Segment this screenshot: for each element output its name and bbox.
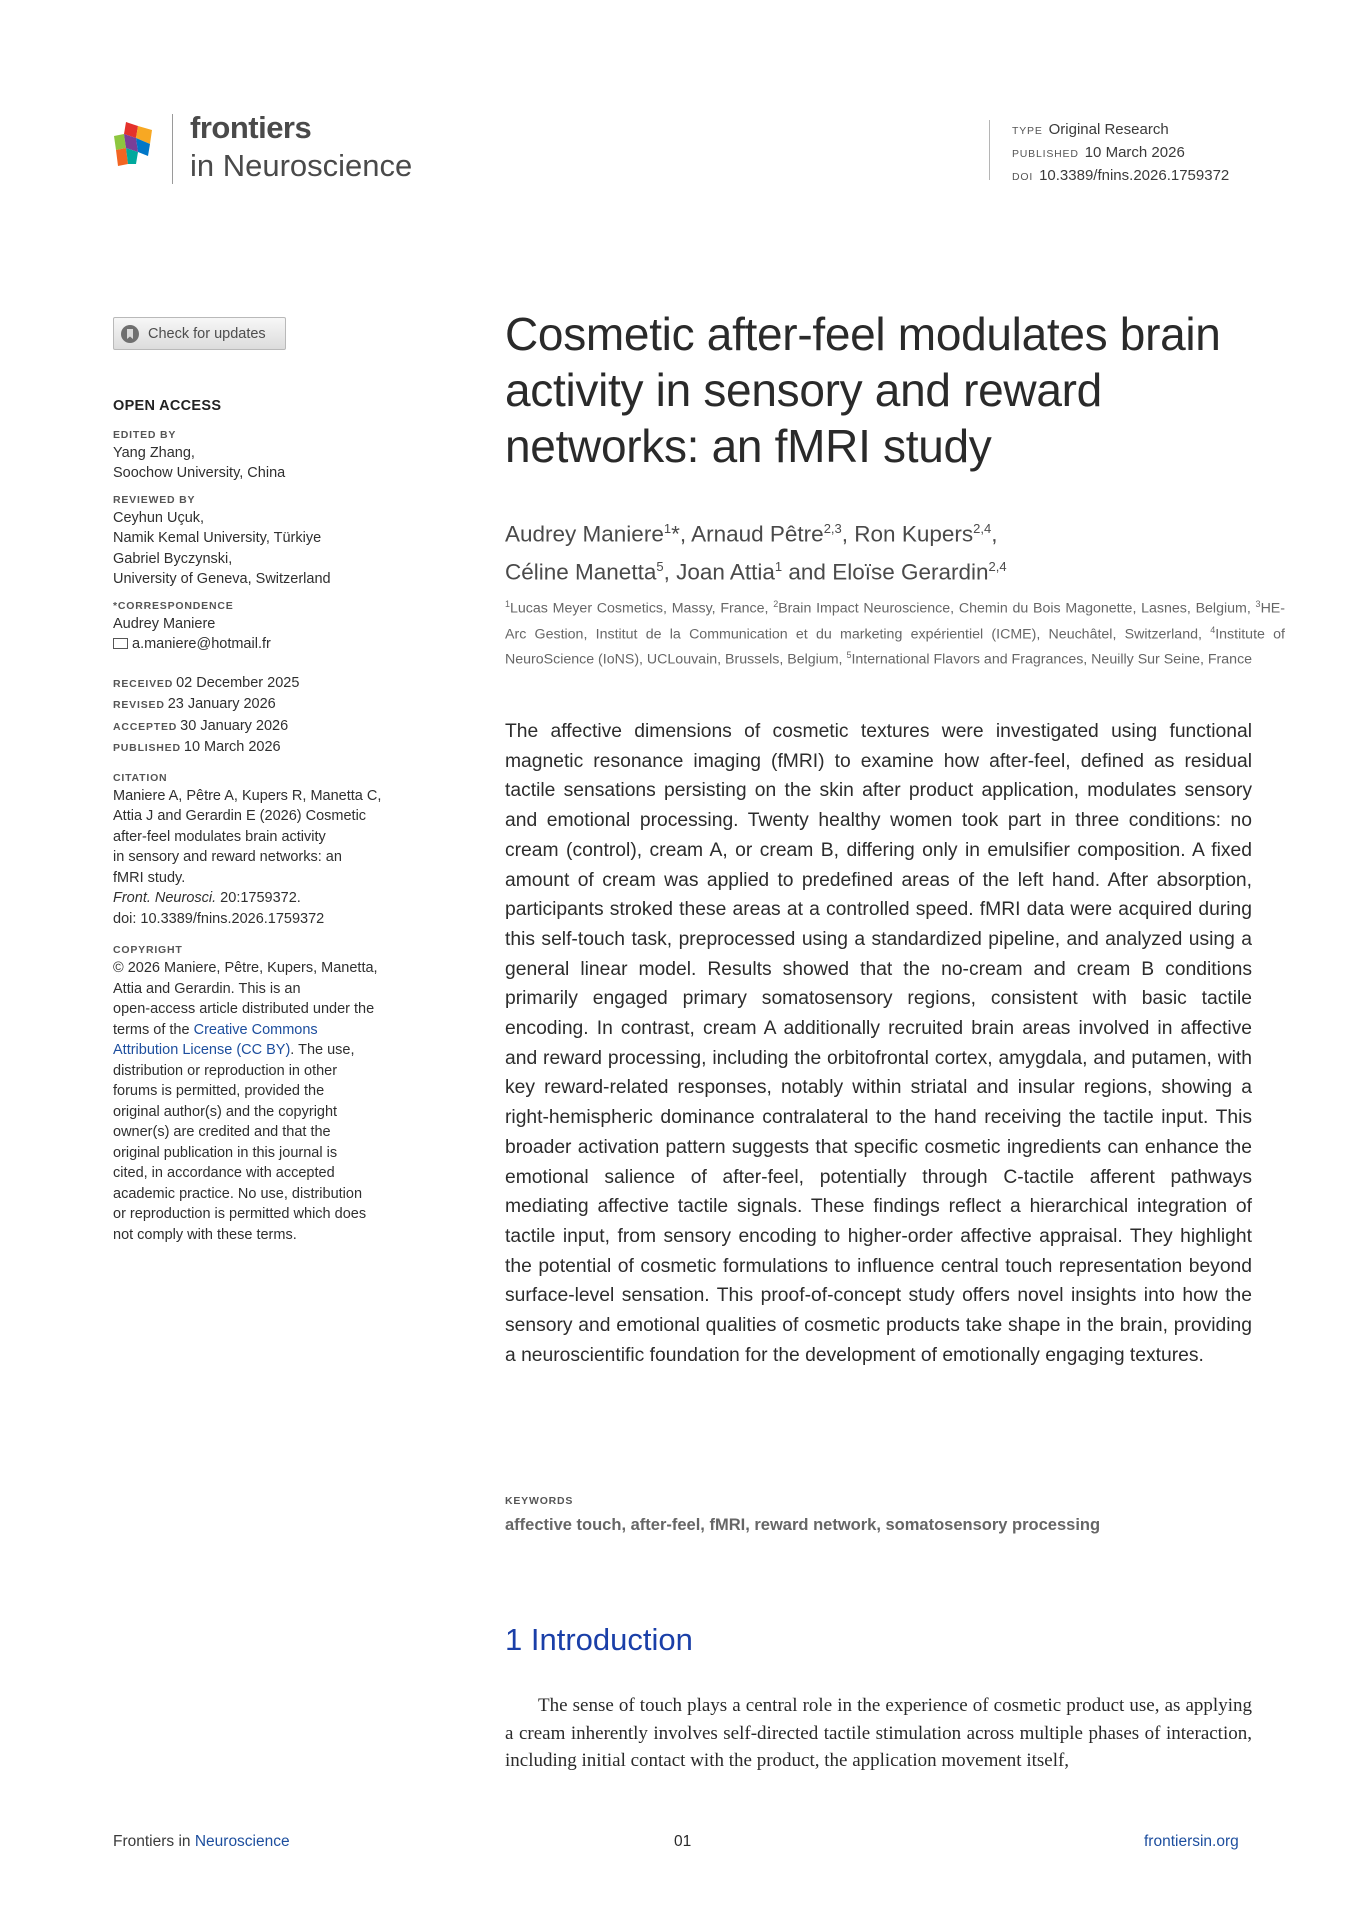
copyright-line: owner(s) are credited and that the — [113, 1124, 331, 1140]
affiliations — [505, 594, 1285, 671]
affiliation-text: Brain Impact Neuroscience, Chemin du Bois Magonette, Lasnes, Belgium, — [778, 600, 1256, 617]
published-date-value: 10 March 2026 — [183, 739, 281, 755]
keywords-label: KEYWORDS — [505, 1495, 574, 1507]
revised-value: 23 January 2026 — [167, 696, 276, 712]
open-access-label: OPEN ACCESS — [113, 398, 222, 414]
affiliation-sup: 4 — [1210, 624, 1216, 635]
check-for-updates-button[interactable] — [113, 317, 286, 350]
copyright-terms-pre: terms of the — [113, 1021, 194, 1038]
copyright-line: © 2026 Maniere, Pêtre, Kupers, Manetta, — [113, 960, 378, 976]
author-affiliation-sup: 2,4 — [988, 558, 1007, 574]
affiliation-text: Lucas Meyer Cosmetics, Massy, France, — [510, 600, 774, 617]
citation-line: Attia J and Gerardin E (2026) Cosmetic — [113, 808, 367, 824]
citation-journal: Front. Neurosci. — [113, 890, 217, 906]
citation-label: CITATION — [113, 771, 168, 784]
accepted-label: ACCEPTED — [113, 720, 178, 733]
affiliation-sup: 5 — [846, 650, 852, 661]
corresponding-star: * — [671, 521, 680, 547]
doi-value[interactable]: 10.3389/fnins.2026.1759372 — [1039, 167, 1230, 184]
frontiers-logo — [112, 120, 156, 172]
received-value: 02 December 2025 — [176, 674, 300, 691]
copyright-block — [113, 943, 423, 1245]
author-list — [505, 513, 1285, 588]
received-label: RECEIVED — [113, 677, 174, 690]
copyright-line: original author(s) and the copyright — [113, 1103, 338, 1120]
reviewer-line: Ceyhun Uçuk, — [113, 509, 205, 526]
correspondence-email[interactable]: a.maniere@hotmail.fr — [132, 636, 271, 652]
author-separator: , — [679, 521, 692, 547]
footer-journal — [113, 1833, 290, 1851]
author-name[interactable]: Arnaud Pêtre — [691, 521, 824, 547]
introduction-text: The sense of touch plays a central role in the experience of cosmetic product use, as applying a cream inherently involves self-directed tactile stimulation across multiple phases of interaction, including initial contact with the product, the application movement itself, — [505, 1695, 1252, 1771]
published-date-label: PUBLISHED — [113, 742, 181, 754]
copyright-label: COPYRIGHT — [113, 944, 183, 956]
reviewer-line: University of Geneva, Switzerland — [113, 571, 331, 587]
affiliation-text: International Flavors and Fragrances, Neuilly Sur Seine, France — [851, 652, 1253, 669]
brand-name: frontiers — [190, 110, 312, 145]
citation-volume: 20:1759372. — [216, 890, 301, 906]
author-name[interactable]: Eloïse Gerardin — [832, 559, 989, 584]
section-heading-introduction: 1 Introduction — [505, 1622, 693, 1657]
affiliation-sup: 2 — [773, 599, 779, 609]
edited-by-label: EDITED BY — [113, 428, 177, 441]
author-name[interactable]: Joan Attia — [676, 559, 775, 584]
citation-line: after-feel modulates brain activity — [113, 828, 326, 845]
affiliation-sup: 3 — [1255, 599, 1261, 609]
copyright-line: academic practice. No use, distribution — [113, 1185, 363, 1202]
meta-divider — [989, 120, 990, 180]
copyright-terms-post: . The use, — [290, 1042, 355, 1058]
citation-doi[interactable]: doi: 10.3389/fnins.2026.1759372 — [113, 910, 325, 927]
editor-line: Yang Zhang, — [113, 444, 195, 461]
author-affiliation-sup: 1 — [663, 521, 672, 536]
copyright-line: cited, in accordance with accepted — [113, 1165, 335, 1181]
footer-site-link[interactable]: frontiersin.org — [1144, 1833, 1239, 1850]
citation-line: fMRI study. — [113, 869, 186, 886]
citation-line: in sensory and reward networks: an — [113, 849, 342, 865]
license-link[interactable]: Attribution License (CC BY) — [113, 1042, 291, 1058]
page-number: 01 — [674, 1833, 692, 1850]
author-affiliation-sup: 2,3 — [823, 521, 842, 536]
author-separator: , — [841, 521, 855, 547]
revised-label: REVISED — [113, 699, 165, 711]
author-separator: , — [991, 521, 998, 547]
brand-journal: in Neuroscience — [190, 148, 413, 183]
dates-block — [113, 673, 423, 759]
sidebar — [113, 396, 423, 1245]
type-label: TYPE — [1012, 125, 1043, 137]
reviewer-line: Namik Kemal University, Türkiye — [113, 530, 322, 546]
copyright-line: forums is permitted, provided the — [113, 1083, 325, 1099]
accepted-value: 30 January 2026 — [180, 717, 289, 734]
editor-line: Soochow University, China — [113, 465, 286, 481]
copyright-line: distribution or reproduction in other — [113, 1062, 338, 1079]
check-for-updates-label: Check for updates — [148, 325, 266, 342]
type-value: Original Research — [1048, 121, 1169, 138]
published-label: PUBLISHED — [1012, 148, 1079, 160]
copyright-line: or reproduction is permitted which does — [113, 1206, 367, 1222]
author-affiliation-sup: 5 — [656, 558, 664, 574]
brand-divider — [172, 114, 173, 184]
footer-journal-prefix: Frontiers in — [113, 1833, 195, 1850]
copyright-line: not comply with these terms. — [113, 1226, 297, 1243]
affiliation-text: Institute of NeuroScience (IoNS), UCLouvain, Brussels, Belgium, — [505, 626, 1286, 669]
correspondence-name: Audrey Maniere — [113, 615, 216, 632]
author-name[interactable]: Céline Manetta — [505, 559, 657, 584]
correspondence-email-row — [113, 634, 423, 655]
abstract-text: The affective dimensions of cosmetic textures were investigated using functional magnetic resonance imaging (fMRI) to examine how after-feel, defined as residual tactile sensations persisting on the skin after product application, modulates sensory and emotional processing. Twenty healthy women took part in three conditions: no cream (control), cream A, or cream B, differing only in emulsifier composition. A fixed amount of cream was applied to predefined areas of the left hand. After absorption, participants stroked these areas at a controlled speed. fMRI data were acquired during this self-touch task, preprocessed using a standardized pipeline, and analyzed using a general linear model. Results showed that the no-cream and cream B conditions primarily engaged primary somatosensory regions, consistent with basic tactile encoding. In contrast, cream A additionally recruited brain areas involved in affective and reward processing, including the orbitofrontal cortex, amygdala, and putamen, with key reward-related responses, notably within striatal and insular regions, showing a right-hemispheric dominance contralateral to the hand receiving the tactile input. This broader activation pattern suggests that specific cosmetic ingredients can enhance the emotional salience of after-feel, potentially through C-tactile afferent pathways mediating affective tactile signals. These findings reflect a hierarchical integration of tactile input, from sensory encoding to higher-order affective appraisal. They highlight the potential of cosmetic formulations to influence central touch representation beyond surface-level sensation. This proof-of-concept study offers novel insights into how the sensory and emotional qualities of cosmetic products take shape in the brain, providing a neuroscientific foundation for the development of emotionally engaging textures. — [505, 721, 1252, 1366]
author-affiliation-sup: 2,4 — [973, 521, 992, 536]
affiliation-text: HE-Arc Gestion, Institut de la Communication et du marketing expérientiel (ICME), Neuchâtel, Switzerland, — [505, 600, 1285, 643]
reviewer-line: Gabriel Byczynski, — [113, 550, 233, 567]
doi-label: DOI — [1012, 171, 1034, 183]
correspondence-label: *CORRESPONDENCE — [113, 599, 234, 612]
envelope-icon — [113, 638, 128, 649]
author-separator: , — [663, 559, 677, 584]
article-meta — [1012, 119, 1229, 188]
citation-block — [113, 771, 423, 930]
article-title: Cosmetic after-feel modulates brain activity in sensory and reward networks: an fMRI study — [505, 308, 1221, 472]
footer-journal-link[interactable]: Neuroscience — [194, 1833, 290, 1850]
published-value: 10 March 2026 — [1084, 144, 1185, 161]
author-separator: and — [782, 559, 833, 584]
author-name[interactable]: Ron Kupers — [854, 521, 974, 547]
copyright-line: Attia and Gerardin. This is an — [113, 980, 301, 997]
reviewed-by-label: REVIEWED BY — [113, 493, 196, 506]
keywords: affective touch, after-feel, fMRI, reward network, somatosensory processing — [505, 1516, 1101, 1534]
author-affiliation-sup: 1 — [774, 558, 783, 574]
copyright-line: original publication in this journal is — [113, 1144, 338, 1161]
affiliation-sup: 1 — [505, 599, 511, 609]
license-link[interactable]: Creative Commons — [193, 1021, 318, 1038]
author-name[interactable]: Audrey Maniere — [505, 521, 664, 547]
citation-line: Maniere A, Pêtre A, Kupers R, Manetta C, — [113, 787, 382, 804]
bookmark-icon — [120, 324, 140, 344]
copyright-line: open-access article distributed under the — [113, 1001, 375, 1017]
